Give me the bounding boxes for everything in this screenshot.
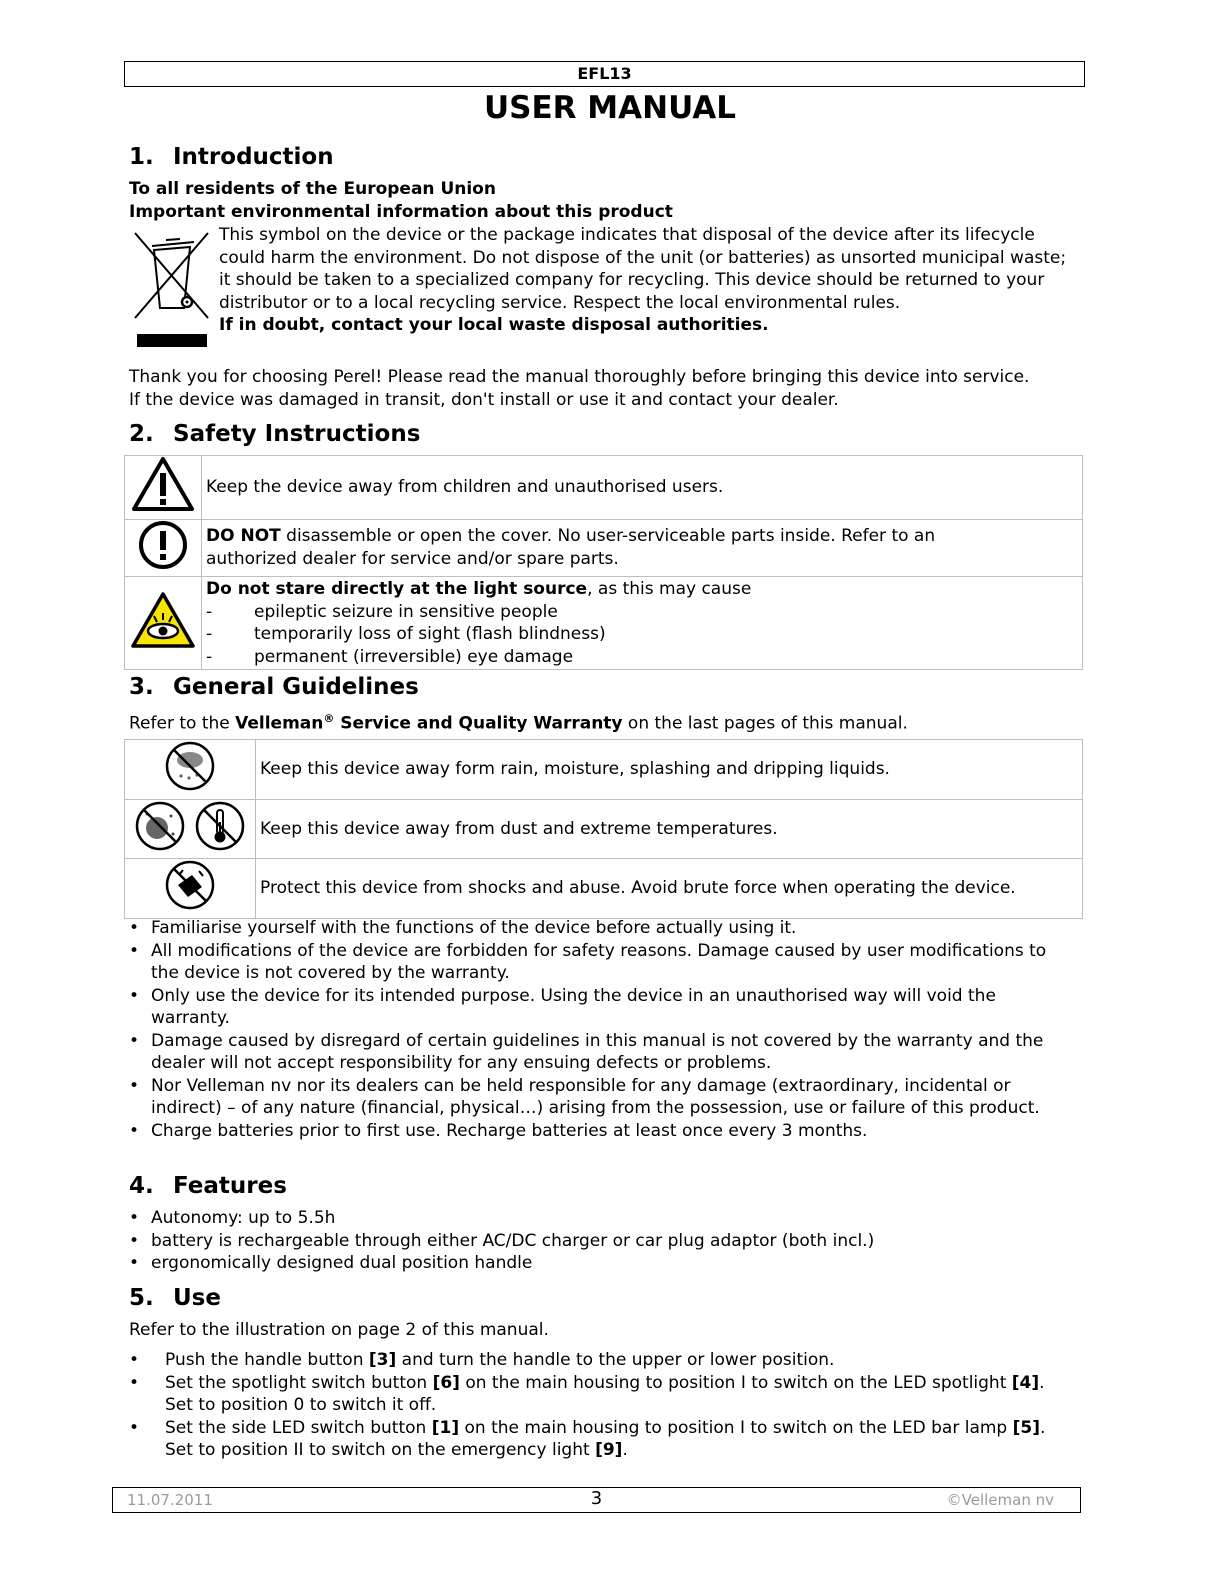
section-3-heading: 3. General Guidelines bbox=[129, 674, 419, 700]
eye-hazard-icon bbox=[130, 591, 196, 649]
section-1-heading: 1. Introduction bbox=[129, 144, 334, 170]
list-item: • battery is rechargeable through either AC/DC charger or car plug adaptor (both incl.) bbox=[129, 1230, 1069, 1253]
table-row bbox=[125, 456, 1083, 520]
guideline-row-shocks: Protect this device from shocks and abuse. Avoid brute force when operating the device. bbox=[256, 859, 1083, 919]
thanks-paragraph: Thank you for choosing Perel! Please read the manual thoroughly before bringing this device into service. If the device was damaged in transit, don't install or use it and contact your dealer. bbox=[129, 367, 1030, 410]
no-extreme-temperature-icon bbox=[193, 800, 247, 852]
safety-row-light-source: Do not stare directly at the light source, as this may cause - epileptic seizure in sensitive people - temporarily loss of sight (flash blindness) - permanent (irreversible) eye damage bbox=[202, 577, 1083, 670]
guideline-row-rain: Keep this device away form rain, moisture, splashing and dripping liquids. bbox=[256, 740, 1083, 800]
guidelines-table bbox=[124, 739, 1083, 919]
guideline-row-dust: Keep this device away from dust and extreme temperatures. bbox=[256, 799, 1083, 859]
features-list bbox=[129, 1207, 1069, 1275]
environment-notice: This symbol on the device or the package indicates that disposal of the device after its lifecycle could harm the environment. Do not dispose of the unit (or batteries) as unsorted municipal waste; it should be taken to a specialized company for recycling. This device should be returned to your distributor or to a local recycling service. Respect the local environmental rules. If in doubt, contact your local waste disposal authorities. bbox=[219, 225, 1067, 335]
footer-date: 11.07.2011 bbox=[127, 1491, 213, 1509]
list-item: • Familiarise yourself with the functions of the device before actually using it. bbox=[129, 917, 1069, 940]
section-2-heading: 2. Safety Instructions bbox=[129, 421, 421, 447]
list-item: • Nor Velleman nv nor its dealers can be held responsible for any damage (extraordinary, incidental or indirect) – of any nature (financial, physical…) arising from the possession, use or failure of this product. bbox=[129, 1075, 1069, 1120]
table-row bbox=[125, 577, 1083, 670]
list-item: - permanent (irreversible) eye damage bbox=[206, 646, 574, 667]
list-item: - temporarily loss of sight (flash blindness) bbox=[206, 624, 606, 644]
page-footer bbox=[112, 1487, 1081, 1513]
table-row bbox=[125, 519, 1083, 577]
use-intro: Refer to the illustration on page 2 of this manual. bbox=[129, 1320, 549, 1340]
list-item: • Autonomy: up to 5.5h bbox=[129, 1207, 1069, 1230]
section-4-heading: 4. Features bbox=[129, 1173, 287, 1199]
table-row bbox=[125, 859, 1083, 919]
list-item: • Push the handle button [3] and turn the handle to the upper or lower position. bbox=[129, 1349, 1049, 1372]
use-list bbox=[129, 1349, 1049, 1462]
table-row bbox=[125, 799, 1083, 859]
section-5-heading: 5. Use bbox=[129, 1285, 221, 1311]
safety-table bbox=[124, 455, 1083, 670]
safety-row-children: Keep the device away from children and unauthorised users. bbox=[202, 456, 1083, 520]
warranty-reference: Refer to the Velleman® Service and Quality Warranty on the last pages of this manual. bbox=[129, 712, 908, 734]
list-item: • All modifications of the device are forbidden for safety reasons. Damage caused by user modifications to the device is not covered by the warranty. bbox=[129, 940, 1069, 985]
guidelines-list bbox=[129, 917, 1069, 1142]
table-row bbox=[125, 740, 1083, 800]
eu-residents-subheading: To all residents of the European Union bbox=[129, 179, 496, 199]
safety-row-disassemble: DO NOT disassemble or open the cover. No user-serviceable parts inside. Refer to an authorized dealer for service and/or spare parts. bbox=[202, 519, 1083, 577]
page-title: USER MANUAL bbox=[483, 90, 737, 126]
list-item: - epileptic seizure in sensitive people bbox=[206, 601, 558, 622]
environment-subheading: Important environmental information about this product bbox=[129, 202, 673, 222]
list-item: • ergonomically designed dual position handle bbox=[129, 1252, 1069, 1275]
list-item: • Damage caused by disregard of certain guidelines in this manual is not covered by the warranty and the dealer will not accept responsibility for any ensuing defects or problems. bbox=[129, 1030, 1069, 1075]
warning-triangle-icon bbox=[131, 456, 195, 512]
no-shock-icon bbox=[163, 859, 217, 911]
header-model: EFL13 bbox=[124, 61, 1085, 87]
list-item: • Only use the device for its intended purpose. Using the device in an unauthorised way will void the warranty. bbox=[129, 985, 1069, 1030]
crossed-out-wheelie-bin-icon bbox=[132, 228, 210, 350]
exclamation-circle-icon bbox=[136, 520, 190, 570]
no-rain-icon bbox=[163, 740, 217, 792]
list-item: • Set the spotlight switch button [6] on the main housing to position I to switch on the LED spotlight [4]. Set to position 0 to switch it off. bbox=[129, 1372, 1049, 1417]
footer-copyright: ©Velleman nv bbox=[946, 1491, 1054, 1509]
page-number: 3 bbox=[590, 1488, 603, 1509]
no-dust-icon bbox=[133, 800, 187, 852]
list-item: • Charge batteries prior to first use. Recharge batteries at least once every 3 months. bbox=[129, 1120, 1069, 1143]
list-item: • Set the side LED switch button [1] on the main housing to position I to switch on the LED bar lamp [5]. Set to position II to switch on the emergency light [9]. bbox=[129, 1417, 1049, 1462]
